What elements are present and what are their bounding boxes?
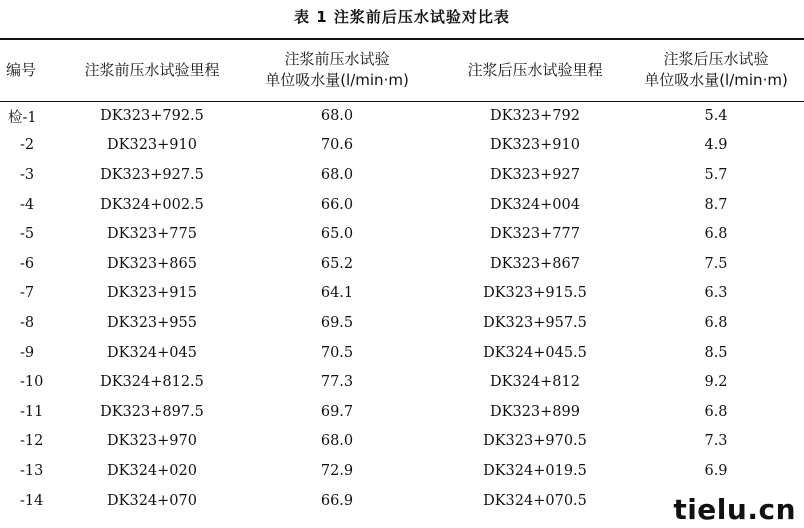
table-row	[0, 101, 804, 131]
cell-post-value: 6.8	[704, 403, 728, 420]
cell-id: 检-1	[8, 109, 37, 126]
cell-id: -8	[20, 314, 35, 331]
cell-post-mileage: DK324+045.5	[483, 344, 587, 361]
cell-pre-value: 66.9	[320, 492, 354, 509]
cell-id: -3	[20, 166, 35, 183]
table-row	[0, 249, 804, 279]
cell-id: -10	[20, 374, 44, 391]
cell-id: -7	[20, 285, 35, 302]
cell-post-value: 9.2	[704, 374, 728, 391]
cell-post-mileage: DK323+910	[490, 137, 580, 154]
cell-id: -5	[20, 226, 35, 243]
cell-pre-mileage: DK323+970	[107, 433, 197, 450]
cell-pre-value: 72.9	[320, 462, 354, 479]
cell-pre-mileage: DK324+812.5	[100, 374, 204, 391]
cell-post-mileage: DK323+915.5	[483, 285, 587, 302]
cell-pre-value: 70.6	[320, 137, 354, 154]
cell-post-value: 6.8	[704, 226, 728, 243]
header-post-mileage: 注浆后压水试验里程	[442, 39, 628, 101]
cell-pre-mileage: DK324+020	[107, 462, 197, 479]
cell-pre-value: 77.3	[320, 374, 354, 391]
table-row	[0, 160, 804, 190]
cell-pre-value: 70.5	[320, 344, 354, 361]
cell-pre-mileage: DK323+775	[107, 226, 197, 243]
cell-pre-value: 65.0	[320, 226, 354, 243]
cell-post-mileage: DK323+970.5	[483, 433, 587, 450]
cell-pre-mileage: DK323+897.5	[100, 403, 204, 420]
header-pre-value	[232, 39, 442, 101]
table-row	[0, 397, 804, 427]
cell-pre-mileage: DK323+792.5	[100, 108, 204, 125]
cell-post-value: 8.5	[704, 344, 728, 361]
cell-id: -6	[20, 255, 35, 272]
cell-pre-mileage: DK323+915	[107, 285, 197, 302]
header-pre-mileage: 注浆前压水试验里程	[72, 39, 232, 101]
cell-id: -14	[20, 492, 44, 509]
table-row	[0, 190, 804, 220]
cell-post-mileage: DK323+927	[490, 166, 580, 183]
cell-post-value: 6.3	[704, 285, 728, 302]
header-post-value	[628, 39, 804, 101]
table-row	[0, 456, 804, 486]
cell-pre-mileage: DK323+910	[107, 137, 197, 154]
cell-pre-value: 69.5	[320, 314, 354, 331]
cell-pre-value: 68.0	[320, 166, 354, 183]
cell-id: -4	[20, 196, 35, 213]
cell-post-mileage: DK323+899	[490, 403, 580, 420]
cell-post-mileage: DK323+957.5	[483, 314, 587, 331]
header-id: 编号	[0, 39, 72, 101]
table-row	[0, 427, 804, 457]
cell-post-mileage: DK324+070.5	[483, 492, 587, 509]
cell-post-value: 6.8	[704, 314, 728, 331]
table-row	[0, 279, 804, 309]
header-post-value-line1: 注浆后压水试验	[663, 50, 769, 69]
grouting-comparison-table	[0, 38, 804, 515]
cell-post-value: 8.7	[704, 196, 728, 213]
cell-pre-mileage: DK323+927.5	[100, 166, 204, 183]
cell-post-mileage: DK323+867	[490, 255, 580, 272]
cell-post-mileage: DK324+004	[490, 196, 580, 213]
table-row	[0, 367, 804, 397]
table-row	[0, 308, 804, 338]
cell-id: -11	[20, 403, 44, 420]
cell-id: -13	[20, 462, 44, 479]
cell-post-value: 7.3	[704, 433, 728, 450]
cell-pre-value: 68.0	[320, 433, 354, 450]
cell-pre-value: 68.0	[320, 108, 354, 125]
table-row	[0, 338, 804, 368]
header-post-value-line2: 单位吸水量(l/min·m)	[644, 71, 788, 90]
cell-id: -9	[20, 344, 35, 361]
cell-post-value: 4.9	[704, 137, 728, 154]
header-pre-value-line1: 注浆前压水试验	[284, 50, 390, 69]
cell-post-value: 5.7	[704, 166, 728, 183]
cell-post-value: 5.4	[704, 108, 728, 125]
cell-pre-mileage: DK324+002.5	[100, 196, 204, 213]
watermark-logo: tielu.cn	[669, 493, 800, 526]
cell-post-mileage: DK324+019.5	[483, 462, 587, 479]
header-row	[0, 39, 804, 101]
table-row	[0, 219, 804, 249]
cell-pre-mileage: DK324+070	[107, 492, 197, 509]
cell-post-value: 6.9	[704, 462, 728, 479]
cell-pre-mileage: DK323+865	[107, 255, 197, 272]
cell-pre-value: 66.0	[320, 196, 354, 213]
cell-pre-mileage: DK323+955	[107, 314, 197, 331]
table-body	[0, 101, 804, 515]
cell-post-mileage: DK324+812	[490, 374, 580, 391]
header-pre-value-line2: 单位吸水量(l/min·m)	[265, 71, 409, 90]
table-title: 表 1 注浆前后压水试验对比表	[294, 8, 510, 26]
cell-post-mileage: DK323+792	[490, 108, 580, 125]
cell-pre-value: 65.2	[320, 255, 354, 272]
cell-pre-mileage: DK324+045	[107, 344, 197, 361]
cell-id: -2	[20, 137, 35, 154]
cell-id: -12	[20, 433, 44, 450]
table-row	[0, 131, 804, 161]
cell-post-value: 7.5	[704, 255, 728, 272]
cell-post-mileage: DK323+777	[490, 226, 580, 243]
cell-pre-value: 69.7	[320, 403, 354, 420]
cell-pre-value: 64.1	[320, 285, 354, 302]
